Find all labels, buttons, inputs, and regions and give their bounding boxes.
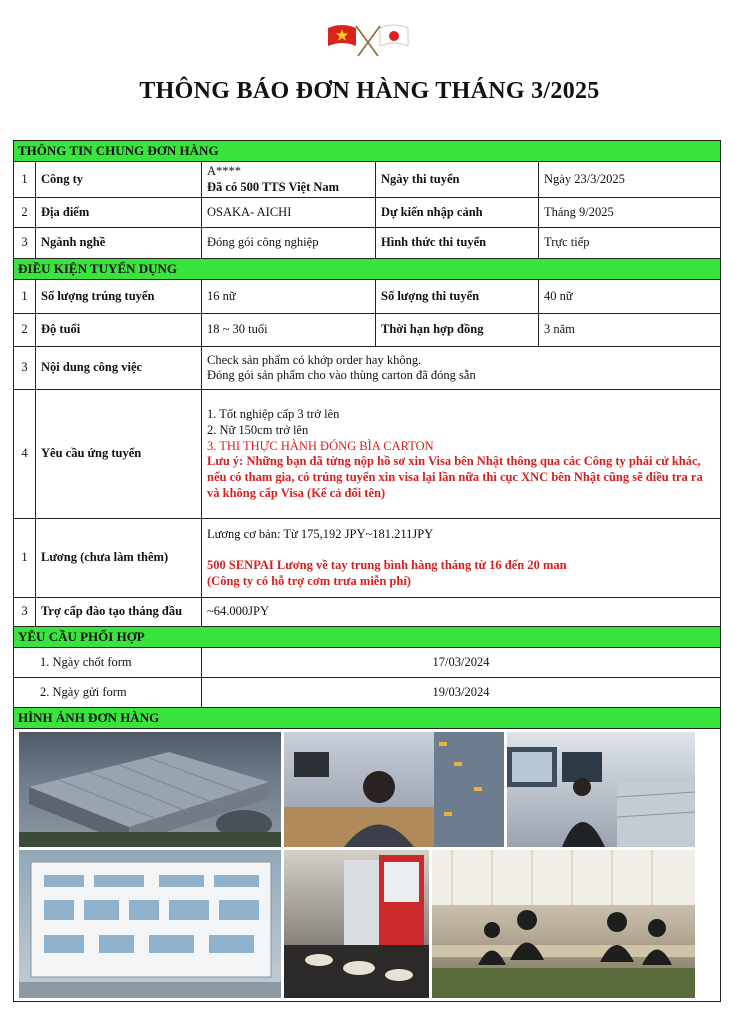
visa-warning-note: Lưu ý: Những bạn đã từng nộp hồ sơ xin Visa bên Nhật thông qua các Công ty phái cử khác, nếu có tham gia, có trúng tuyển xin visa lại lần nữa thì cục XNC bên Nhật cũng sẽ điều tra ra và không cấp Visa (Kể cả đổi tên) xyxy=(207,454,703,500)
lunch-note: (Công ty có hỗ trợ cơm trưa miễn phí) xyxy=(207,574,411,589)
table-row: 2 Độ tuổi 18 ~ 30 tuổi Thời hạn hợp đồng 3 năm xyxy=(14,314,721,347)
requirement-item: 1. Tốt nghiệp cấp 3 trở lên xyxy=(207,407,340,422)
photo-row xyxy=(14,729,721,1002)
section-header-general: THÔNG TIN CHUNG ĐƠN HÀNG xyxy=(14,141,721,162)
requirement-item: 3. THI THỰC HÀNH ĐÓNG BÌA CARTON xyxy=(207,438,434,453)
cafeteria-photo xyxy=(432,850,695,998)
base-salary: Lương cơ bản: Từ 175,192 JPY~181.211JPY xyxy=(207,526,434,541)
table-row: 3 Ngành nghề Đóng gói công nghiệp Hình thức thi tuyển Trực tiếp xyxy=(14,228,721,259)
job-desc-line: Check sản phẩm có khớp order hay không. xyxy=(207,352,422,367)
table-row: 1 Công ty A**** Đã có 500 TTS Việt Nam Ngày thi tuyển Ngày 23/3/2025 xyxy=(14,162,721,198)
company-code: A**** xyxy=(207,164,242,178)
table-row: 4 Yêu cầu ứng tuyển 1. Tốt nghiệp cấp 3 trở lên 2. Nữ 150cm trở lên 3. THI THỰC HÀNH ĐÓNG BÌA CARTON Lưu ý: Những bạn đã từng nộp hồ sơ xin Visa bên Nhật thông qua các Công ty phái cử khác, nếu có tham gia, có trúng tuyển xin visa lại lần nữa thì cục XNC bên Nhật cũng sẽ điều tra ra và không cấp Visa (Kể cả đổi tên) xyxy=(14,390,721,519)
section-header-coordination: YÊU CẦU PHỐI HỢP xyxy=(14,627,721,648)
table-row: 1 Số lượng trúng tuyển 16 nữ Số lượng thi tuyển 40 nữ xyxy=(14,280,721,314)
table-row: 1 Lương (chưa làm thêm) Lương cơ bản: Từ 175,192 JPY~181.211JPY 500 SENPAI Lương về tay trung bình hàng tháng từ 16 đến 20 man (Công ty có hỗ trợ cơm trưa miễn phí) xyxy=(14,519,721,598)
factory-workers-photo xyxy=(507,732,695,847)
vietnam-japan-flags-icon xyxy=(326,18,410,58)
requirement-item: 2. Nữ 150cm trở lên xyxy=(207,423,309,437)
section-header-images: HÌNH ẢNH ĐƠN HÀNG xyxy=(14,708,721,729)
order-table xyxy=(13,140,721,1002)
whiteboard-photo xyxy=(19,850,281,998)
table-row: 2 Địa điểm OSAKA- AICHI Dự kiến nhập cảnh Tháng 9/2025 xyxy=(14,198,721,228)
canteen-vending-photo xyxy=(284,850,429,998)
table-row: 3 Trợ cấp đào tạo tháng đầu ~64.000JPY xyxy=(14,598,721,627)
photo-grid xyxy=(19,732,695,998)
page-title: THÔNG BÁO ĐƠN HÀNG THÁNG 3/2025 xyxy=(139,78,600,104)
table-row: 3 Nội dung công việc Check sản phẩm có khớp order hay không. Đóng gói sản phẩm cho vào thùng carton đã đóng sẵn xyxy=(14,347,721,390)
job-desc-line: Đóng gói sản phẩm cho vào thùng carton đã đóng sẵn xyxy=(207,368,476,383)
packing-worker-photo xyxy=(284,732,504,847)
table-row: 2. Ngày gửi form 19/03/2024 xyxy=(14,678,721,708)
company-note: Đã có 500 TTS Việt Nam xyxy=(207,179,340,194)
salary-note: 500 SENPAI Lương về tay trung bình hàng tháng từ 16 đến 20 man xyxy=(207,558,567,573)
section-header-conditions: ĐIỀU KIỆN TUYỂN DỤNG xyxy=(14,259,721,280)
warehouse-aerial-photo xyxy=(19,732,281,847)
table-row: 1. Ngày chốt form 17/03/2024 xyxy=(14,648,721,678)
